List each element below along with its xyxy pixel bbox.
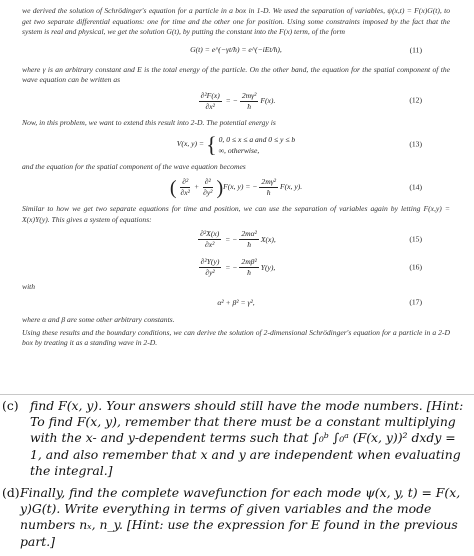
paragraph-boundary: Using these results and the boundary conditions, we can derive the solution of 2-dimensional Schrödinger's equation for a particle in a 2-D box by treating it as a standing wave in 2-D. [22, 327, 450, 348]
question-part-c [0, 398, 474, 479]
paragraph-intro: we derived the solution of Schrödinger's equation for a particle in a box in 1-D. We used the separation of variables, ψ(x,t) = F(x)G(t), to get two separate differential equations: one for time and the other one for position. Using some constraints imposed by the fact that the system is real and physical, we get the solution G(t), by putting the constant into the F(x) term, of the form [22, 6, 450, 37]
equation-14: ( $\frac{\text{∂²}}{\text{∂x²}}$ + $\frac{\text{∂²}}{\text{∂y²}}$ ) F(x, y) = − $\frac{\text{2mγ²}}{ħ}$ F(x, y). (14) [169, 176, 422, 199]
questions-block [0, 398, 474, 556]
paragraph-2d-wave: and the equation for the spatial component of the wave equation becomes [22, 161, 246, 171]
background-text-block [22, 6, 450, 351]
equation-16: $\frac{\text{∂²Y(y)}}{\text{∂y²}}$ = − $\frac{\text{2mβ²}}{ħ}$ Y(y), (16) [200, 257, 422, 278]
equation-13: V(x, y) = { 0, 0 ≤ x ≤ a and 0 ≤ y ≤ b ∞, otherwise, (13) [176, 131, 422, 157]
paragraph-separation: Similar to how we get two separate equations for time and position, we can use the separation of variables again by letting F(x,y) = X(x)Y(y). This gives a system of equations: [22, 204, 450, 224]
equation-11 [22, 43, 450, 59]
equation-12: $\frac{\text{∂²F(x)}}{\text{∂x²}}$ = − $\frac{\text{2mγ²}}{ħ}$ F(x). (12) [200, 90, 422, 111]
part-c-text: find F(x, y). Your answers should still have the mode numbers. [Hint: To find F(x, y), remember that there must be a constant multiplying with the x- and y-dependent terms such that ∫₀ᵇ ∫₀ᵃ (F(x, y))² dxdy = 1, and also remember that x and y are independent when evaluating the integral.] [30, 398, 464, 478]
equation-11-number: (11) [409, 45, 422, 55]
paragraph-potential: Now, in this problem, we want to extend this result into 2-D. The potential energy is [22, 117, 276, 127]
equation-17-body: α² + β² = γ², [217, 297, 255, 307]
part-d-label: (d) [2, 485, 20, 501]
part-d-text: Finally, find the complete wavefunction for each mode ψ(x, y, t) = F(x, y)G(t). Write everything in terms of given variables and the mode numbers nₓ, n_y. [Hint: use the expression for E found in the previous part.] [20, 485, 461, 549]
equation-15: $\frac{\text{∂²X(x)}}{\text{∂x²}}$ = − $\frac{\text{2mα²}}{ħ}$ X(x), (15) [200, 229, 422, 250]
paragraph-gamma: where γ is an arbitrary constant and E is the total energy of the particle. On the other band, the equation for the spatial component of the wave equation can be written as [22, 64, 450, 85]
part-c-label: (c) [2, 398, 19, 413]
eq13-case-outside: ∞, otherwise, [218, 145, 260, 155]
eq12-rhs-fraction: $\frac{\text{2mγ²}}{ħ}$ [241, 90, 257, 111]
paragraph-constants: where α and β are some other arbitrary constants. [22, 314, 175, 324]
eq12-lhs-fraction: $\frac{\text{∂²F(x)}}{\text{∂x²}}$ [200, 90, 220, 111]
word-with: with [22, 282, 36, 292]
equation-11-body: G(t) = e^(−γt/ħ) = e^(−iEt/ħ), [190, 45, 282, 55]
equation-system [22, 227, 450, 280]
equation-15-number: (15) [409, 234, 422, 244]
eq13-case-inside: 0, 0 ≤ x ≤ a and 0 ≤ y ≤ b [218, 134, 296, 144]
equation-14-number: (14) [409, 182, 422, 192]
equation-16-number: (16) [409, 262, 422, 272]
equation-12-number: (12) [409, 96, 422, 106]
eq13-lhs: V(x, y) = [176, 139, 205, 149]
equation-17-number: (17) [409, 297, 422, 307]
equation-17 [22, 295, 450, 311]
question-part-d [0, 485, 474, 550]
equation-13-number: (13) [409, 139, 422, 149]
section-divider [0, 394, 474, 395]
